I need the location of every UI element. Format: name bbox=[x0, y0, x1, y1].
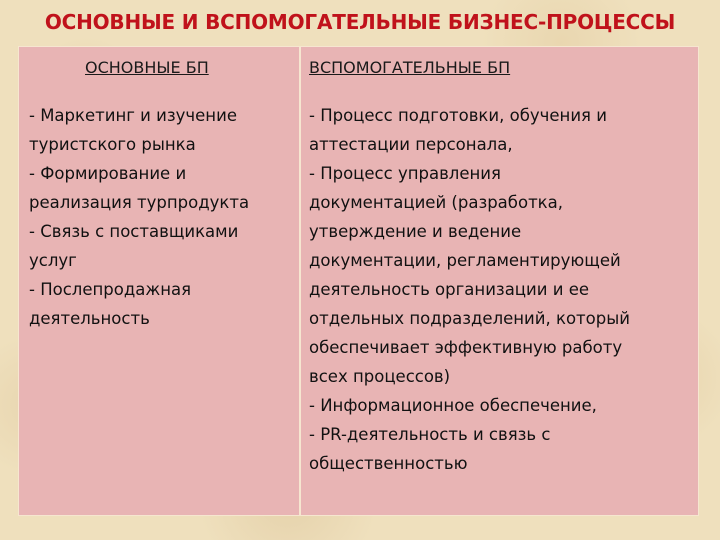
support-processes-line: обеспечивает эффективную работу bbox=[309, 338, 623, 357]
main-processes-line: реализация турпродукта bbox=[29, 193, 250, 212]
main-processes-line: деятельность bbox=[29, 309, 150, 328]
main-processes-line: услуг bbox=[29, 251, 77, 270]
support-processes-line: аттестации персонала, bbox=[309, 135, 513, 154]
main-processes-line: - Послепродажная bbox=[29, 280, 192, 299]
main-processes-line: - Формирование и bbox=[29, 164, 187, 183]
support-processes-column bbox=[301, 47, 698, 515]
main-processes-line: - Маркетинг и изучение bbox=[29, 106, 237, 125]
support-processes-line: - Процесс управления bbox=[309, 164, 501, 183]
support-processes-line: документацией (разработка, bbox=[309, 193, 564, 212]
support-processes-line: общественностью bbox=[309, 454, 468, 473]
support-processes-line: всех процессов) bbox=[309, 367, 451, 386]
support-processes-line: - Информационное обеспечение, bbox=[309, 396, 597, 415]
main-processes-header: ОСНОВНЫЕ БП bbox=[85, 58, 209, 77]
support-processes-list bbox=[309, 101, 688, 478]
main-processes-list bbox=[29, 101, 289, 333]
main-processes-column bbox=[19, 47, 301, 515]
support-processes-line: документации, регламентирующей bbox=[309, 251, 621, 270]
main-processes-line: туристского рынка bbox=[29, 135, 196, 154]
support-processes-line: деятельность организации и ее bbox=[309, 280, 589, 299]
support-processes-header: ВСПОМОГАТЕЛЬНЫЕ БП bbox=[309, 58, 511, 77]
support-processes-line: утверждение и ведение bbox=[309, 222, 522, 241]
main-processes-line: - Связь с поставщиками bbox=[29, 222, 239, 241]
processes-table bbox=[18, 46, 699, 516]
support-processes-line: отдельных подразделений, который bbox=[309, 309, 630, 328]
support-processes-line: - Процесс подготовки, обучения и bbox=[309, 106, 607, 125]
support-processes-line: - PR-деятельность и связь с bbox=[309, 425, 551, 444]
slide-title: ОСНОВНЫЕ И ВСПОМОГАТЕЛЬНЫЕ БИЗНЕС-ПРОЦЕССЫ bbox=[44, 10, 676, 34]
